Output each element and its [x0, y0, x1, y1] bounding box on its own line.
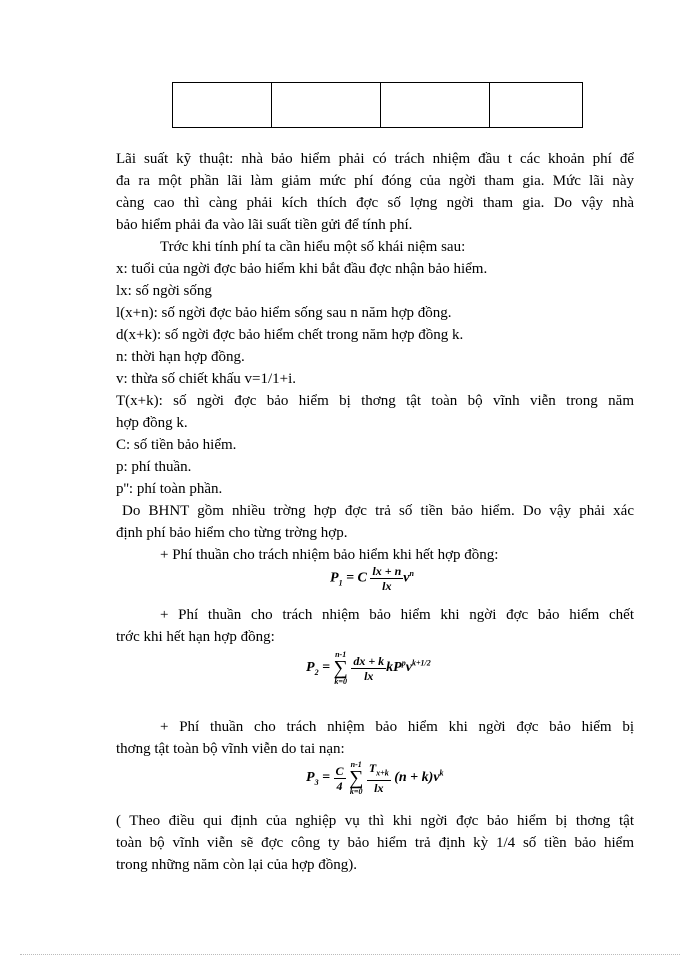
- formula-equals: =: [322, 660, 331, 676]
- sum-lower-limit: k=0: [334, 677, 347, 686]
- formula-term: T: [368, 760, 377, 775]
- text-line: lx: số ngời sống: [116, 283, 212, 299]
- sum-operator: [334, 650, 348, 686]
- text-line: định phí bảo hiểm cho từng trờng hợp.: [116, 525, 348, 541]
- text-line: + Phí thuần cho trách nhiệm bảo hiểm khi hết hợp đồng:: [160, 547, 499, 563]
- text-line: thơng tật toàn bộ vĩnh viễn do tai nạn:: [116, 741, 345, 757]
- fraction-denominator: lx: [374, 781, 384, 796]
- formula-p2: [306, 650, 431, 686]
- text-line: v: thừa số chiết khấu v=1/1+i.: [116, 371, 297, 387]
- fraction-numerator: [367, 761, 391, 781]
- text-line: x: tuổi của ngời đợc bảo hiểm khi bắt đầu đợc nhận bảo hiểm.: [116, 261, 488, 277]
- formula-term: v: [403, 570, 410, 586]
- formula-symbol: P: [306, 770, 315, 786]
- table-cell: [381, 83, 490, 128]
- text-line: d(x+k): số ngời đợc bảo hiểm chết trong năm hợp đồng k.: [116, 327, 464, 343]
- text-line: + Phí thuần cho trách nhiệm bảo hiểm khi ngời đợc bảo hiểm chết: [160, 607, 634, 623]
- formula-symbol: P: [306, 660, 315, 676]
- text-line: hợp đồng k.: [116, 415, 188, 431]
- text-line: l(x+n): số ngời đợc bảo hiểm sống sau n năm hợp đồng.: [116, 305, 452, 321]
- sum-operator: [349, 760, 363, 796]
- fraction-numerator: C: [335, 763, 344, 778]
- sigma-icon: ∑: [333, 657, 348, 679]
- fraction-denominator: 4: [336, 778, 343, 793]
- fraction: [351, 654, 386, 683]
- table-cell: [490, 83, 583, 128]
- text-line: Lãi suất kỹ thuật: nhà bảo hiểm phải có trách nhiệm đầu t các khoản phí để: [116, 151, 634, 167]
- text-line: trong những năm còn lại của hợp đồng).: [116, 857, 358, 873]
- formula-superscript: k+1/2: [411, 658, 431, 668]
- text-line: Do BHNT gồm nhiều trờng hợp đợc trả số tiền bảo hiểm. Do vậy phải xác: [122, 503, 634, 519]
- formula-subscript: 3: [314, 778, 319, 788]
- fraction-numerator: lx + n: [372, 564, 402, 578]
- formula-subscript: 2: [314, 668, 319, 678]
- formula-subscript: 1: [338, 578, 343, 588]
- text-line: n: thời hạn hợp đồng.: [116, 349, 245, 365]
- text-line: bảo hiểm phải đa vào lãi suất tiền gửi để tính phí.: [116, 217, 413, 233]
- text-line: trớc khi hết hạn hợp đồng:: [116, 629, 275, 645]
- text-line: p: phí thuần.: [116, 459, 192, 475]
- fraction: [334, 764, 346, 793]
- text-line: T(x+k): số ngời đợc bảo hiểm bị thơng tật toàn bộ vĩnh viễn trong năm: [116, 393, 634, 409]
- text-line: càng cao thì càng phải kích thích đợc số lợng ngời tham gia. Do vậy nhà: [116, 195, 634, 211]
- formula-subscript: x+k: [376, 768, 389, 778]
- formula-p3: [306, 760, 444, 796]
- text-line: ( Theo điều qui định của nghiệp vụ thì khi ngời đợc bảo hiểm bị thơng tật: [116, 813, 634, 829]
- formula-equals: =: [322, 770, 331, 786]
- sum-upper-limit: n-1: [335, 650, 347, 659]
- text-line: Trớc khi tính phí ta cần hiểu một số khái niệm sau:: [160, 239, 466, 255]
- formula-p1: [330, 564, 414, 593]
- text-line: p'': phí toàn phần.: [116, 481, 223, 497]
- fraction-denominator: lx: [382, 579, 392, 593]
- table-cell: [272, 83, 381, 128]
- formula-superscript: k: [439, 768, 444, 778]
- fraction: [370, 564, 403, 593]
- fraction: [367, 761, 391, 795]
- formula-symbol: P: [330, 570, 339, 586]
- sum-upper-limit: n-1: [350, 760, 362, 769]
- table-row: [173, 83, 583, 128]
- text-line: C: số tiền bảo hiểm.: [116, 437, 237, 453]
- page-footer-divider: [20, 954, 680, 955]
- formula-superscript: n: [409, 569, 414, 579]
- text-line: + Phí thuần cho trách nhiệm bảo hiểm khi ngời đợc bảo hiểm bị: [160, 719, 634, 735]
- sigma-icon: ∑: [349, 767, 364, 789]
- formula-superscript: p: [401, 658, 406, 668]
- fraction-numerator: dx + k: [353, 653, 385, 668]
- fraction-denominator: lx: [364, 668, 374, 683]
- formula-equals: = C: [346, 570, 367, 586]
- sum-lower-limit: k=0: [349, 787, 363, 796]
- empty-table: [172, 82, 583, 128]
- formula-term: v: [405, 660, 412, 676]
- text-line: đa ra một phần lãi làm giảm mức phí đóng của ngời tham gia. Mức lãi này: [116, 173, 634, 189]
- table-cell: [173, 83, 272, 128]
- formula-term: kP: [386, 660, 402, 676]
- formula-term: (n + k)v: [394, 770, 440, 786]
- text-line: toàn bộ vĩnh viễn sẽ đợc công ty bảo hiểm trả định kỳ 1/4 số tiền bảo hiểm: [116, 835, 634, 851]
